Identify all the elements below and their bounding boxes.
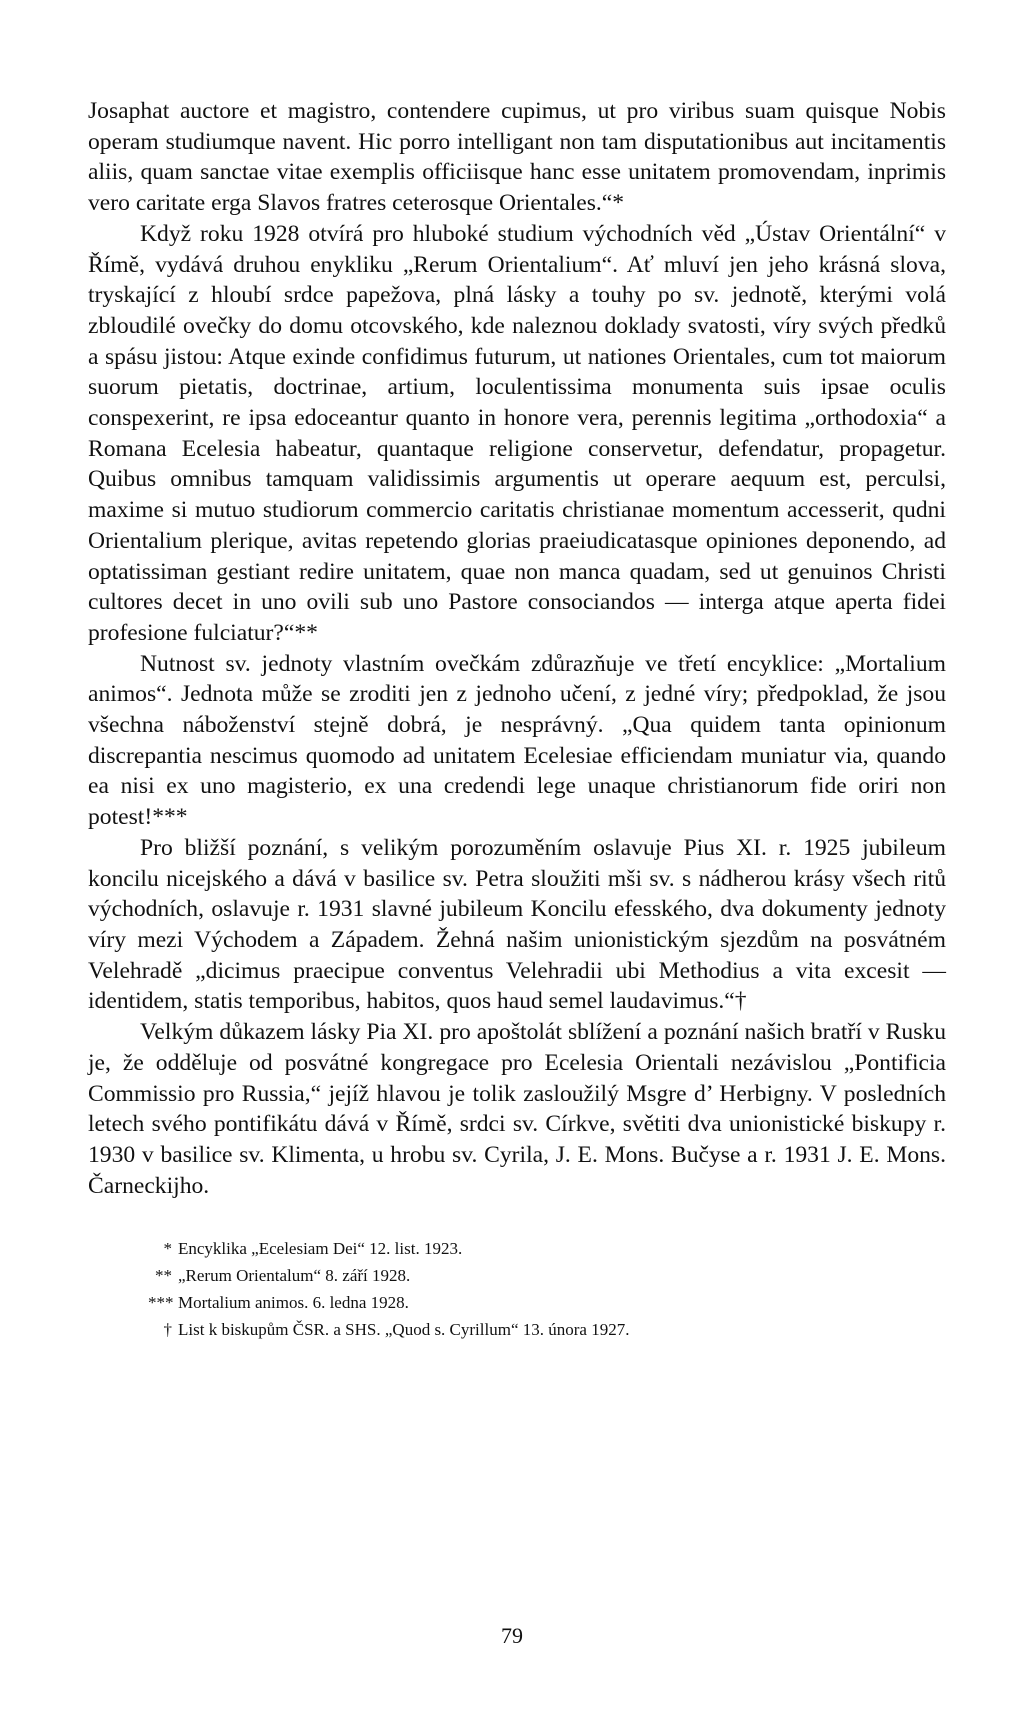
paragraph-jubilee: Pro bližší poznání, s velikým porozuměním oslavuje Pius XI. r. 1925 jubileum koncilu nicejského a dává v basilice sv. Petra sloužiti mši sv. s nádherou krásy všech ritů východních, oslavuje r. 1931 slavné jubileum Koncilu efesského, dva dokumenty jednoty víry mezi Východem a Západem. Žehná našim unionistickým sjezdům na posvátném Velehradě „dicimus praecipue conventus Velehradii ubi Methodius a vita excesit — identidem, statis temporibus, habitos, quos haud semel laudavimus.“† (88, 834, 946, 1015)
paragraph-rerum-orientalium: Když roku 1928 otvírá pro hluboké studium východních věd „Ústav Orientální“ v Římě, vydává druhou enykliku „Rerum Orientalium“. Ať mluví jen jeho krásná slova, tryskající z hloubí srdce papežova, plná lásky a touhy po sv. jednotě, kterými volá zbloudilé ovečky do domu otcovského, kde naleznou doklady svatosti, víry svých předků a spásu jistou: Atque exinde confidimus futurum, ut nationes Orientales, cum tot maiorum suorum pietatis, doctrinae, artium, loculentissima monumenta suis ipsae oculis conspexerint, re ipsa edoceantur quanto in honore vera, perennis legitima „orthodoxia“ a Romana Ecelesia habeatur, quantaque religione conservetur, defendatur, propagetur. Quibus omnibus tamquam validissimis argumentis ut operare aequum est, perculsi, maxime si mutuo studiorum commercio caritatis christianae momentum accesserit, qudni Orientalium plerique, avitas repetendo glorias praeiudicatasque opiniones deponendo, ad optatissiman gestiant redire unitatem, quae non manca quadam, sed ut genuinos Christi cultores decet in uno ovili sub uno Pastore consociandos — interga atque aperta fidei profesione fulciatur?“** (88, 220, 946, 646)
paragraph-continuation: Josaphat auctore et magistro, contendere cupimus, ut pro viribus suam quisque Nobis operam studiumque navent. Hic porro intelligant non tam disputationibus aut incitamentis aliis, quam sanctae vitae exemplis officiisque hanc esse unitatem promovendam, inprimis vero caritate erga Slavos fratres ceterosque Orientales.“* (88, 98, 946, 217)
footnote-mark: ** (155, 1266, 172, 1286)
footnote-mark: † (163, 1320, 172, 1340)
footnote-text: List k biskupům ČSR. a SHS. „Quod s. Cyrillum“ 13. února 1927. (178, 1320, 630, 1340)
page-number: 79 (501, 1623, 523, 1648)
footnote-text: „Rerum Orientalum“ 8. září 1928. (178, 1266, 411, 1286)
footnote-text: Encyklika „Ecelesiam Dei“ 12. list. 1923. (178, 1239, 463, 1259)
footnotes (88, 1235, 946, 1343)
footnote (148, 1289, 946, 1316)
footnote-mark: * (163, 1239, 172, 1259)
paragraph-pontificia-commissio: Velkým důkazem lásky Pia XI. pro apoštolát sblížení a poznání našich bratří v Rusku je, že odděluje od posvátné kongregace pro Ecelesia Orientali nezávislou „Pontificia Commissio pro Russia,“ jejíž hlavou je tolik zasloužilý Msgre d’ Herbigny. V posledních letech svého pontifikátu dává v Římě, srdci sv. Církve, světiti dva unionistické biskupy r. 1930 v basilice sv. Klimenta, u hrobu sv. Cyrila, J. E. Mons. Bučyse a r. 1931 J. E. Mons. Čarneckijho. (88, 1019, 946, 1199)
body-text (88, 96, 946, 1201)
footnote-text: Mortalium animos. 6. ledna 1928. (178, 1293, 409, 1313)
footnote (148, 1316, 946, 1343)
footnote-mark: *** (148, 1293, 174, 1313)
footnote (148, 1262, 946, 1289)
paragraph-mortalium-animos: Nutnost sv. jednoty vlastním ovečkám zdůrazňuje ve třetí encyklice: „Mortalium animos“. Jednota může se zroditi jen z jednoho učení, z jedné víry; předpoklad, že jsou všechna náboženství stejně dobrá, je nesprávný. „Qua quidem tanta opinionum discrepantia nescimus quomodo ad unitatem Ecelesiae efficiendam muniatur via, quando ea nisi ex uno magisterio, ex una credendi lege unaque christianorum fide oriri non potest!*** (88, 650, 946, 831)
footnote (148, 1235, 946, 1262)
